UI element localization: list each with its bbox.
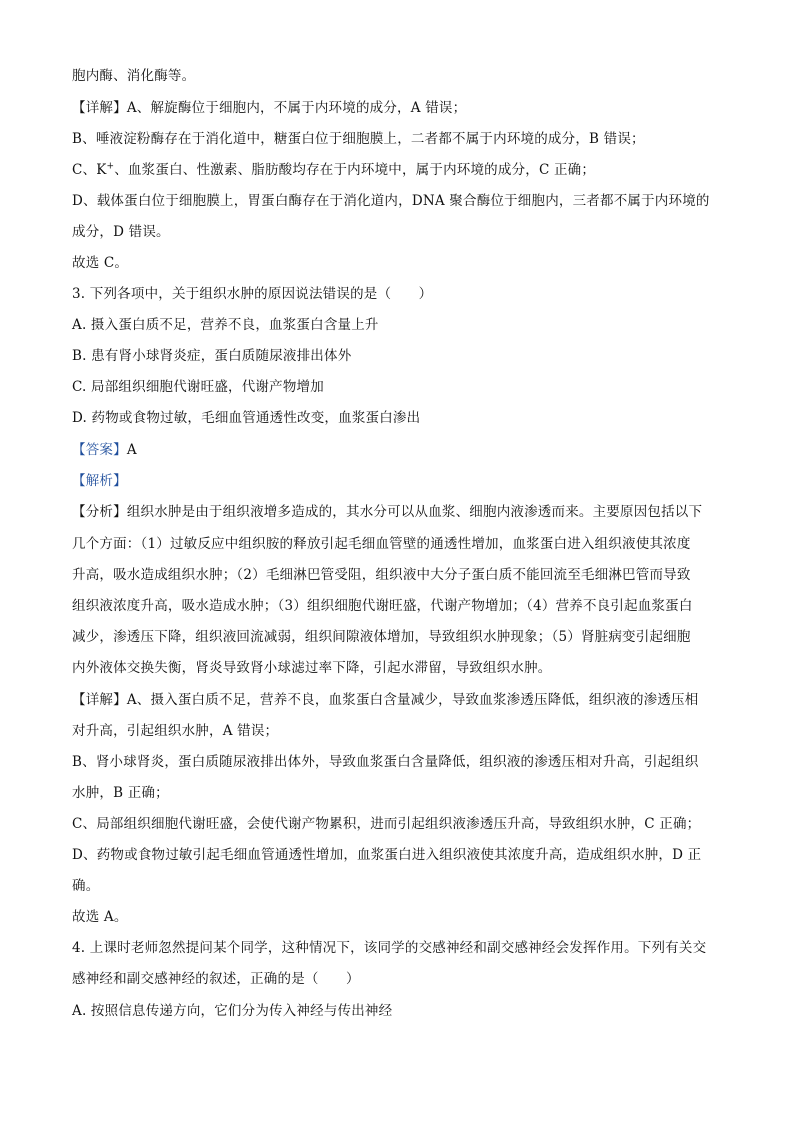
text-line: 感神经和副交感神经的叙述，正确的是（ ） <box>72 971 360 987</box>
detail-tag: 【详解】 <box>72 692 127 708</box>
text-line: B、唾液淀粉酶存在于消化道中，糖蛋白位于细胞膜上，二者都不属于内环境的成分，B 错误； <box>72 131 645 147</box>
text-line: 成分，D 错误。 <box>72 224 170 240</box>
text-line: 确。 <box>72 878 100 894</box>
question-stem: 4. 上课时老师忽然提问某个同学，这种情况下，该同学的交感神经和副交感神经会发挥作用。下列有关交 <box>72 940 707 956</box>
answer-line: 【答案】A <box>72 442 137 458</box>
detail-line: 【详解】A、摄入蛋白质不足，营养不良，血浆蛋白含量减少，导致血浆渗透压降低，组织液的渗透压相 <box>72 692 699 708</box>
question-stem: 3. 下列各项中，关于组织水肿的原因说法错误的是（ ） <box>72 286 433 302</box>
analysis-sub-tag: 【分析】 <box>72 504 127 520</box>
option-d: D. 药物或食物过敏，毛细血管通透性改变，血浆蛋白渗出 <box>72 410 421 426</box>
text-line: 组织液浓度升高，吸水造成水肿；（3）组织细胞代谢旺盛，代谢产物增加；（4）营养不良引起血浆蛋白 <box>72 598 693 614</box>
option-c: C. 局部组织细胞代谢旺盛，代谢产物增加 <box>72 379 324 395</box>
option-a: A. 摄入蛋白质不足，营养不良，血浆蛋白含量上升 <box>72 317 379 333</box>
conclusion-line: 故选 A。 <box>72 909 128 925</box>
option-b: B. 患有肾小球肾炎症，蛋白质随尿液排出体外 <box>72 348 352 364</box>
detail-line: 【详解】A、解旋酶位于细胞内，不属于内环境的成分，A 错误； <box>72 100 467 116</box>
text-line: 几个方面：（1）过敏反应中组织胺的释放引起毛细血管壁的通透性增加，血浆蛋白进入组织液使其浓度 <box>72 536 691 552</box>
detail-tag: 【详解】 <box>72 100 127 116</box>
text-line: B、肾小球肾炎，蛋白质随尿液排出体外，导致血浆蛋白含量降低，组织液的渗透压相对升高，引起组织 <box>72 754 699 770</box>
text-line: 对升高，引起组织水肿，A 错误； <box>72 723 279 739</box>
text-line: C、局部组织细胞代谢旺盛，会使代谢产物累积，进而引起组织液渗透压升高，导致组织水肿，C 正确； <box>72 816 701 832</box>
option-a: A. 按照信息传递方向，它们分为传入神经与传出神经 <box>72 1003 393 1019</box>
text-line: 水肿，B 正确； <box>72 785 169 801</box>
answer-tag: 【答案】 <box>72 442 127 458</box>
text-line: C、K+、血浆蛋白、性激素、脂肪酸均存在于内环境中，属于内环境的成分，C 正确； <box>72 161 596 178</box>
analysis-tag: 【解析】 <box>72 473 127 489</box>
analysis-heading <box>72 471 127 491</box>
text-line: D、载体蛋白位于细胞膜上，胃蛋白酶存在于消化道内，DNA 聚合酶位于细胞内，三者都不属于内环境的 <box>72 193 710 209</box>
text-line: 内外液体交换失衡，肾炎导致肾小球滤过率下降，引起水滞留，导致组织水肿。 <box>72 660 552 676</box>
text-line: 升高，吸水造成组织水肿；（2）毛细淋巴管受阻，组织液中大分子蛋白质不能回流至毛细淋巴管而导致 <box>72 567 691 583</box>
text-line: 胞内酶、消化酶等。 <box>72 68 196 84</box>
conclusion-line: 故选 C。 <box>72 255 129 271</box>
text-line: D、药物或食物过敏引起毛细血管通透性增加，血浆蛋白进入组织液使其浓度升高，造成组织水肿，D 正 <box>72 847 702 863</box>
text-line: 减少，渗透压下降，组织液回流减弱，组织间隙液体增加，导致组织水肿现象；（5）肾脏病变引起细胞 <box>72 629 691 645</box>
analysis-line: 【分析】组织水肿是由于组织液增多造成的，其水分可以从血浆、细胞内液渗透而来。主要原因包括以下 <box>72 504 703 520</box>
